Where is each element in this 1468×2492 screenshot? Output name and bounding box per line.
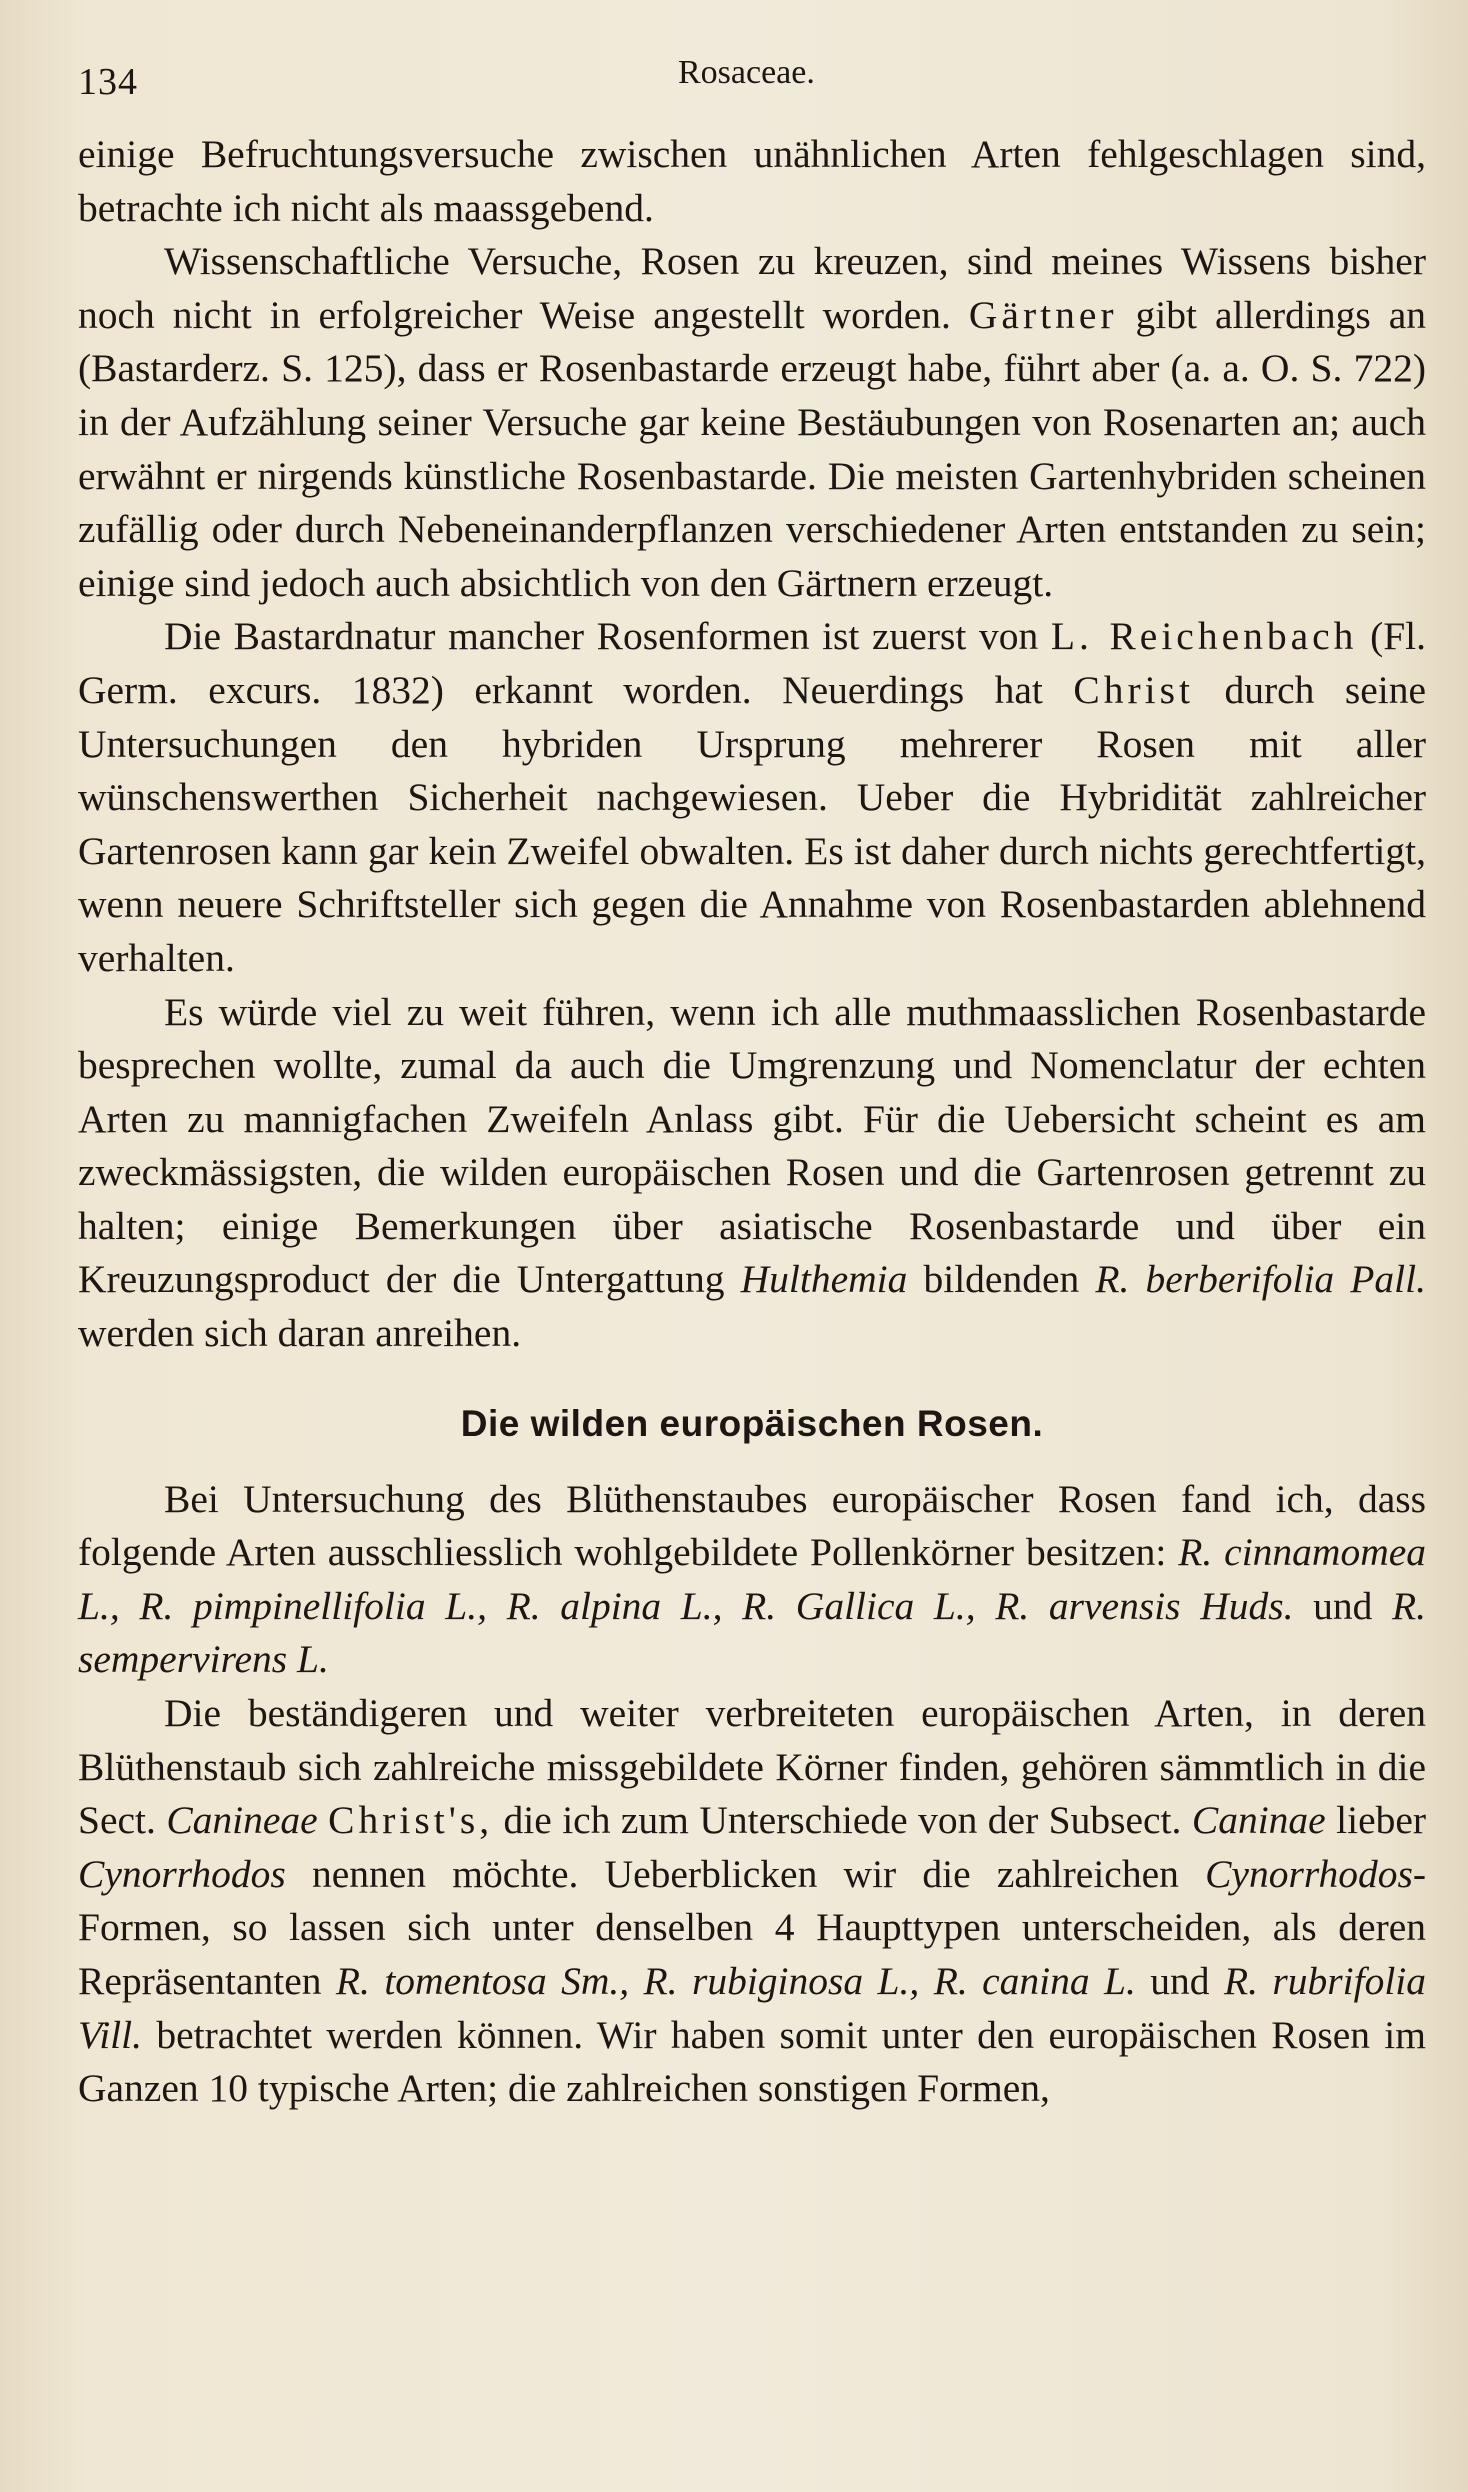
taxon-name: R. berberifolia Pall. bbox=[1095, 1257, 1426, 1302]
taxon-name: Canineae bbox=[166, 1798, 318, 1843]
taxon-name: R. rubrifolia Vill. bbox=[78, 1959, 1427, 2057]
taxon-name: Hulthemia bbox=[740, 1257, 908, 1302]
text-run: gibt allerdings an (Bastarderz. S. 125), dass er Rosenbastarde erzeugt habe, führt aber (a. a. O. S. 722) in der Aufzählung seiner Versuche gar keine Bestäubungen von Rosenarten an; auch erwähnt er nirgends künstliche Rosenbastarde. Die meisten Gartenhybriden scheinen zufällig oder durch Nebeneinanderpflanzen verschiedener Arten entstanden zu sein; einige sind jedoch auch absichtlich von den Gärtnern erzeugt. bbox=[78, 292, 1427, 605]
text-run: Die beständigeren und weiter verbreiteten europäischen Arten, in deren Blüthenstaub sich zahlreiche missgebildete Körner finden, gehören sämmtlich in die Sect. bbox=[78, 1691, 1426, 1843]
paragraph-crossing-experiments bbox=[78, 235, 1426, 610]
author-name-christ: Christ's, bbox=[328, 1798, 494, 1843]
text-run: lieber bbox=[1336, 1798, 1427, 1843]
text-run: und bbox=[1313, 1583, 1373, 1628]
text-run: Es würde viel zu weit führen, wenn ich alle muthmaasslichen Rosenbastarde besprechen wollte, zumal da auch die Umgrenzung und Nomenclatur der echten Arten zu mannigfachen Zweifeln Anlass gibt. Für die Uebersicht scheint es am zweckmässigsten, die wilden europäischen Rosen und die Gartenrosen getrennt zu halten; einige Bemerkungen über asiatische Rosenbastarde und über ein Kreuzungsproduct der die Untergattung bbox=[78, 989, 1426, 1302]
taxon-name: Caninae bbox=[1191, 1798, 1326, 1843]
text-run: nennen möchte. Ueberblicken wir die zahlreichen bbox=[311, 1851, 1179, 1896]
text-run: die ich zum Unterschiede von der Subsect. bbox=[503, 1798, 1182, 1843]
text-run: -Formen, so lassen sich unter denselben 4 Haupttypen unterscheiden, als deren Repräsentanten bbox=[78, 1851, 1426, 2003]
text-run: durch seine Untersuchungen den hybriden Ursprung mehrerer Rosen mit aller wünschenswerthen Sicherheit nachgewiesen. Ueber die Hybridität zahlreicher Gartenrosen kann gar kein Zweifel obwalten. Es ist daher durch nichts gerechtfertigt, wenn neuere Schriftsteller sich gegen die Annahme von Rosenbastarden ablehnend verhalten. bbox=[78, 667, 1427, 980]
text-run: (Fl. Germ. excurs. 1832) erkannt worden. Neuerdings hat bbox=[78, 614, 1427, 712]
text-run: werden sich daran anreihen. bbox=[78, 1311, 522, 1356]
author-name-christ: Christ bbox=[1073, 667, 1194, 712]
author-name-reichenbach: L. Reichenbach bbox=[1050, 614, 1358, 659]
taxon-name: Cynorrhodos bbox=[78, 1851, 286, 1896]
paragraph-continued bbox=[78, 128, 1426, 235]
running-head: Rosaceae. bbox=[678, 54, 815, 91]
text-run: bildenden bbox=[923, 1257, 1080, 1302]
taxon-name: R. sempervirens L. bbox=[78, 1583, 1427, 1682]
page-header bbox=[78, 54, 1418, 114]
page-number: 134 bbox=[78, 61, 138, 103]
text-run: Wissenschaftliche Versuche, Rosen zu kreuzen, sind meines Wissens bisher noch nicht in erfolgreicher Weise angestellt worden. bbox=[78, 239, 1426, 337]
paragraph-species-types bbox=[78, 1687, 1426, 2116]
paragraph-overview bbox=[78, 986, 1426, 1361]
taxon-list: R. cinnamomea L., R. pimpinellifolia L., R. alpina L., R. Gallica L., R. arvensis Huds. bbox=[78, 1530, 1426, 1628]
text-run: Bei Untersuchung des Blüthenstaubes europäischer Rosen fand ich, dass folgende Arten ausschliesslich wohlgebildete Pollenkörner besitzen: bbox=[78, 1476, 1426, 1575]
paragraph-pollen-study bbox=[78, 1473, 1426, 1687]
text-run: betrachtet werden können. Wir haben somit unter den europäischen Rosen im Ganzen 10 typische Arten; die zahlreichen sonstigen Formen, bbox=[78, 2012, 1427, 2111]
author-name-gaertner: Gärtner bbox=[968, 292, 1118, 337]
text-run: einige Befruchtungsversuche zwischen unähnlichen Arten fehlgeschlagen sind, betrachte ich nicht als maassgebend. bbox=[78, 132, 1426, 230]
text-run: und bbox=[1150, 1959, 1210, 2003]
section-heading: Die wilden europäischen Rosen. bbox=[460, 1402, 1044, 1444]
paragraph-hybrid-nature bbox=[78, 610, 1426, 985]
body-text bbox=[78, 128, 1426, 2116]
text-run: Die Bastardnatur mancher Rosenformen ist zuerst von bbox=[164, 614, 1039, 659]
taxon-list: R. tomentosa Sm., R. rubiginosa L., R. canina L. bbox=[335, 1959, 1136, 2003]
taxon-name: Cynorrhodos bbox=[1205, 1851, 1413, 1896]
